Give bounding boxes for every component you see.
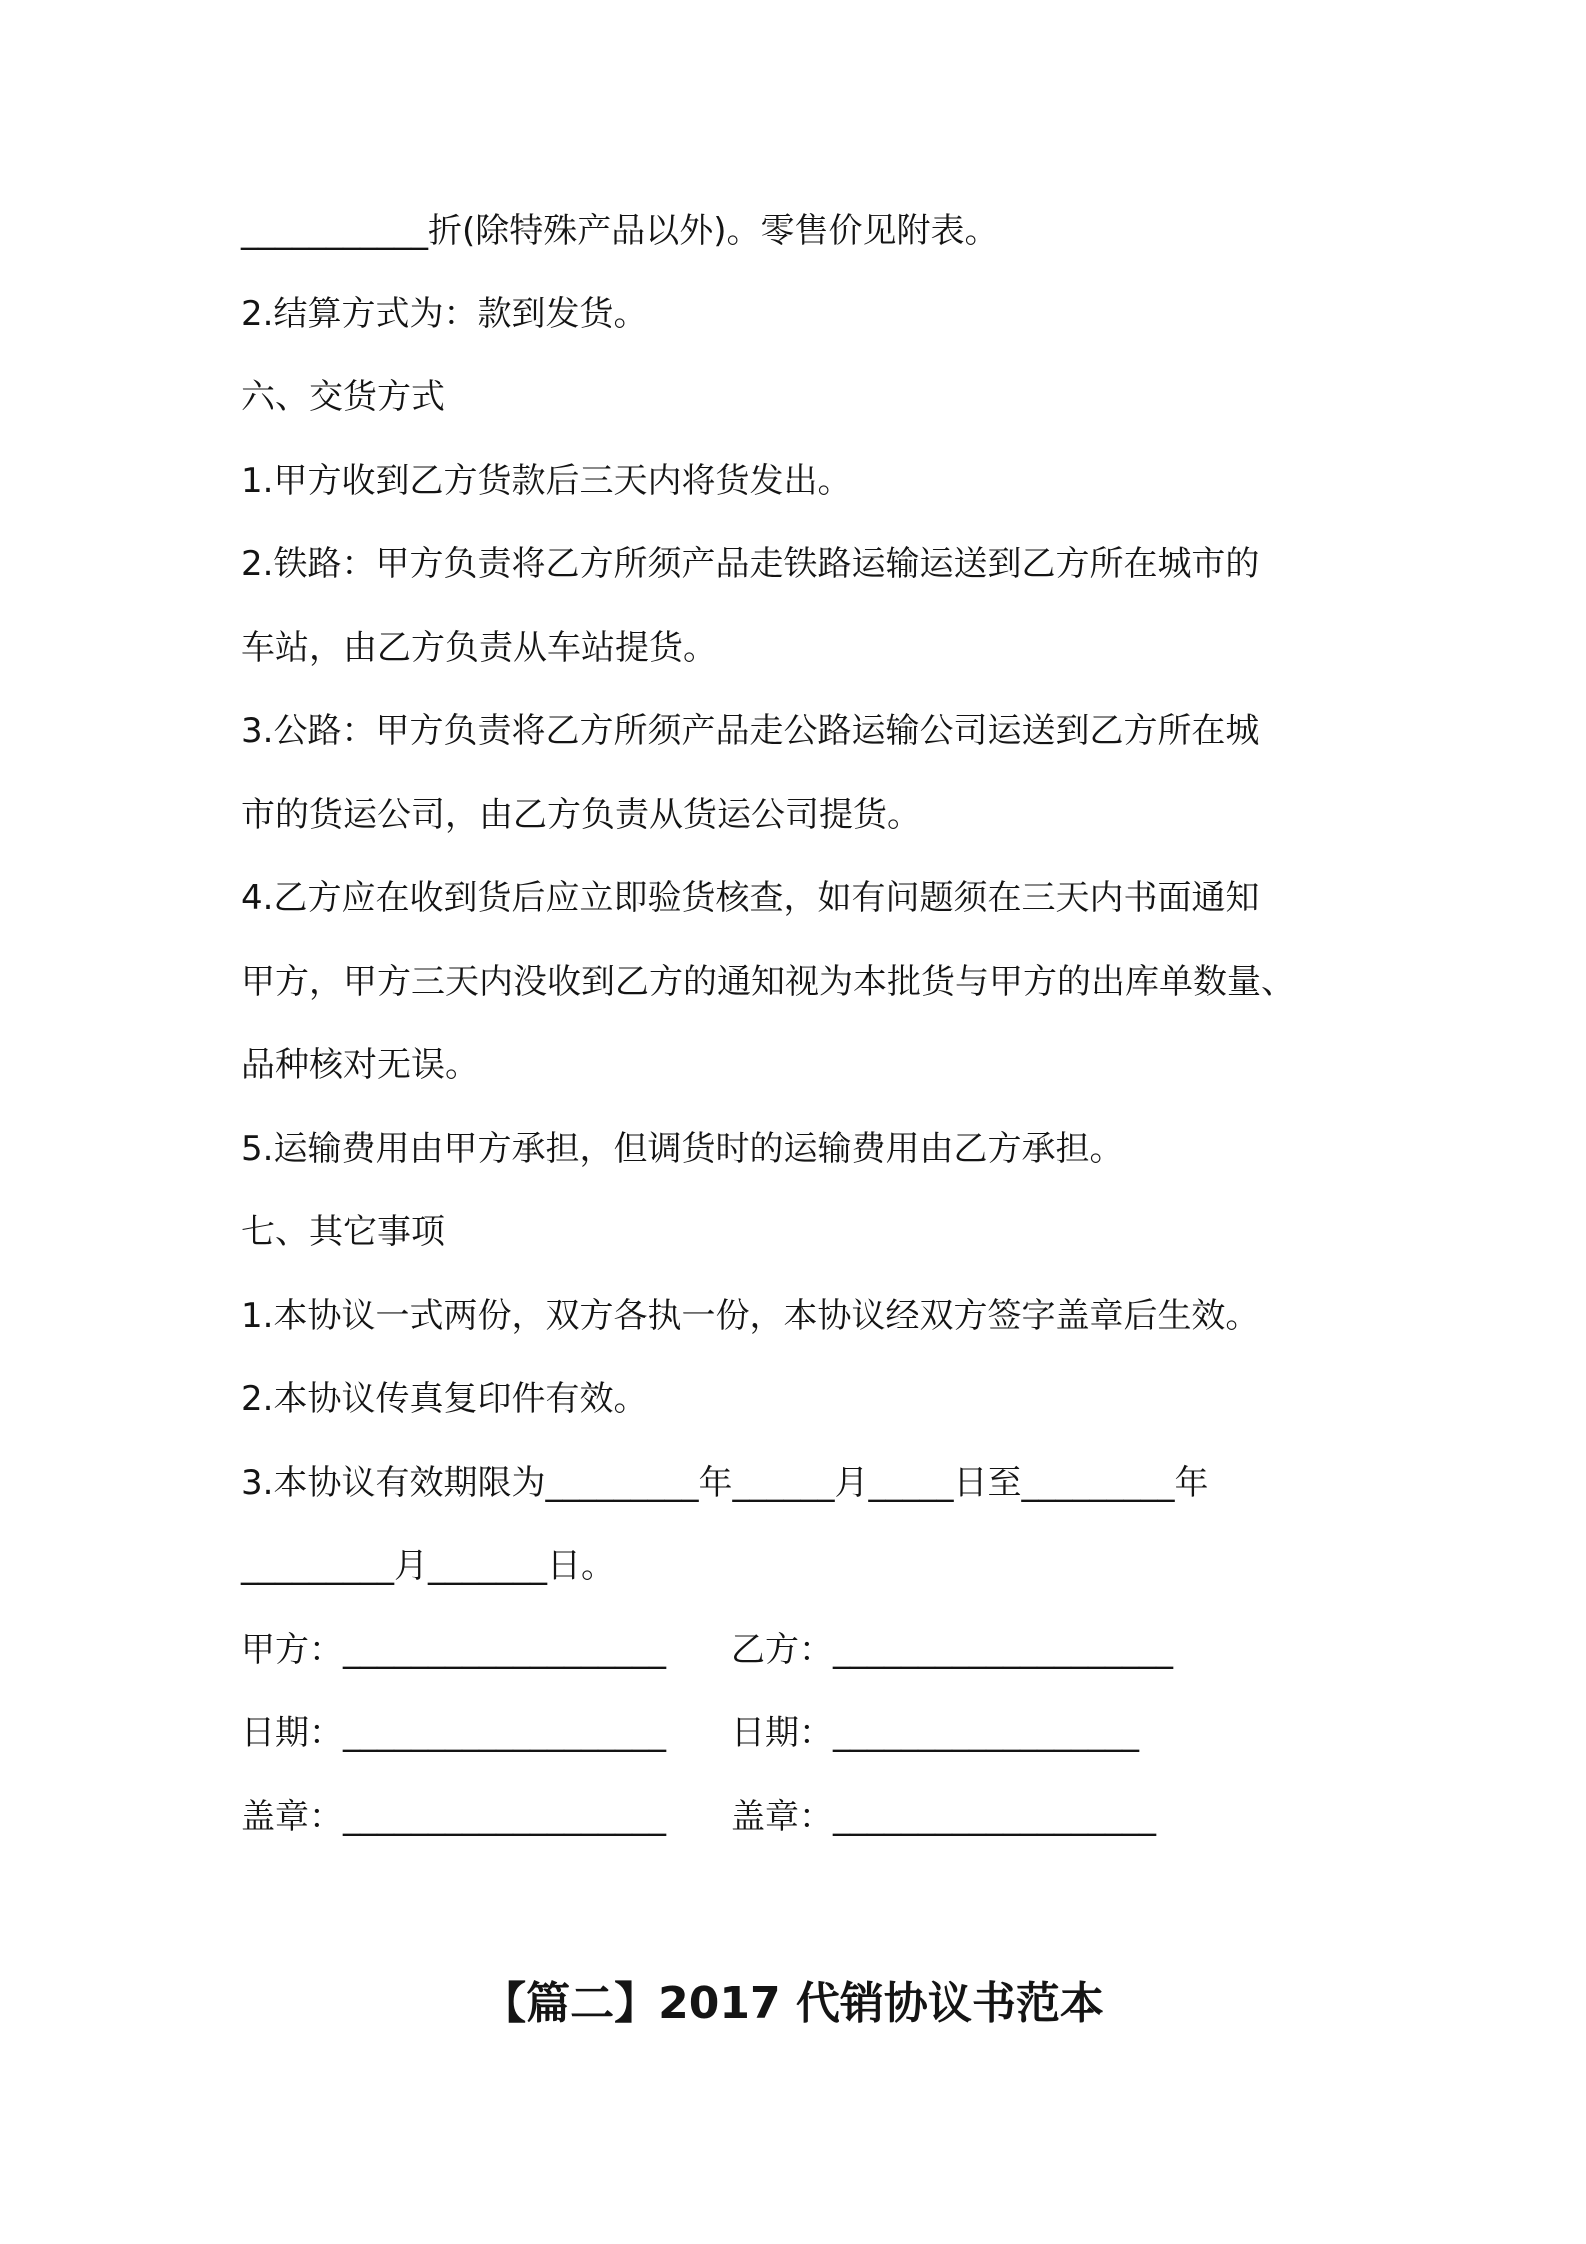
section-heading: 七、其它事项 [241,1212,445,1252]
section-heading: 六、交货方式 [241,377,445,417]
text-line: 2.铁路：甲方负责将乙方所须产品走铁路运输运送到乙方所在城市的 [241,544,1260,584]
text-line: 3.公路：甲方负责将乙方所须产品走公路运输公司运送到乙方所在城 [241,711,1260,751]
text-line: 市的货运公司，由乙方负责从货运公司提货。 [241,795,921,835]
party-b-signature-line: 乙方：____________________ [731,1630,1173,1670]
text-line: 3.本协议有效期限为_________年______月_____日至_________年 [241,1463,1209,1503]
text-line: ___________折(除特殊产品以外)。零售价见附表。 [241,211,999,251]
text-line: 2.结算方式为：款到发货。 [241,294,648,334]
text-line: 品种核对无误。 [241,1045,479,1085]
text-line: 5.运输费用由甲方承担，但调货时的运输费用由乙方承担。 [241,1129,1124,1169]
text-line: 车站，由乙方负责从车站提货。 [241,628,717,668]
text-line: 甲方，甲方三天内没收到乙方的通知视为本批货与甲方的出库单数量、 [241,962,1295,1002]
party-b-seal-line: 盖章：___________________ [731,1797,1156,1837]
party-a-date-line: 日期：___________________ [241,1713,666,1753]
document-heading: 【篇二】2017 代销协议书范本 [482,1978,1104,2029]
text-line: 1.甲方收到乙方货款后三天内将货发出。 [241,461,852,501]
text-line: 4.乙方应在收到货后应立即验货核查，如有问题须在三天内书面通知 [241,878,1260,918]
party-b-date-line: 日期：__________________ [731,1713,1139,1753]
text-line: _________月_______日。 [241,1546,615,1586]
party-a-seal-line: 盖章：___________________ [241,1797,666,1837]
text-line: 2.本协议传真复印件有效。 [241,1379,648,1419]
text-line: 1.本协议一式两份，双方各执一份，本协议经双方签字盖章后生效。 [241,1296,1260,1336]
party-a-signature-line: 甲方：___________________ [241,1630,666,1670]
